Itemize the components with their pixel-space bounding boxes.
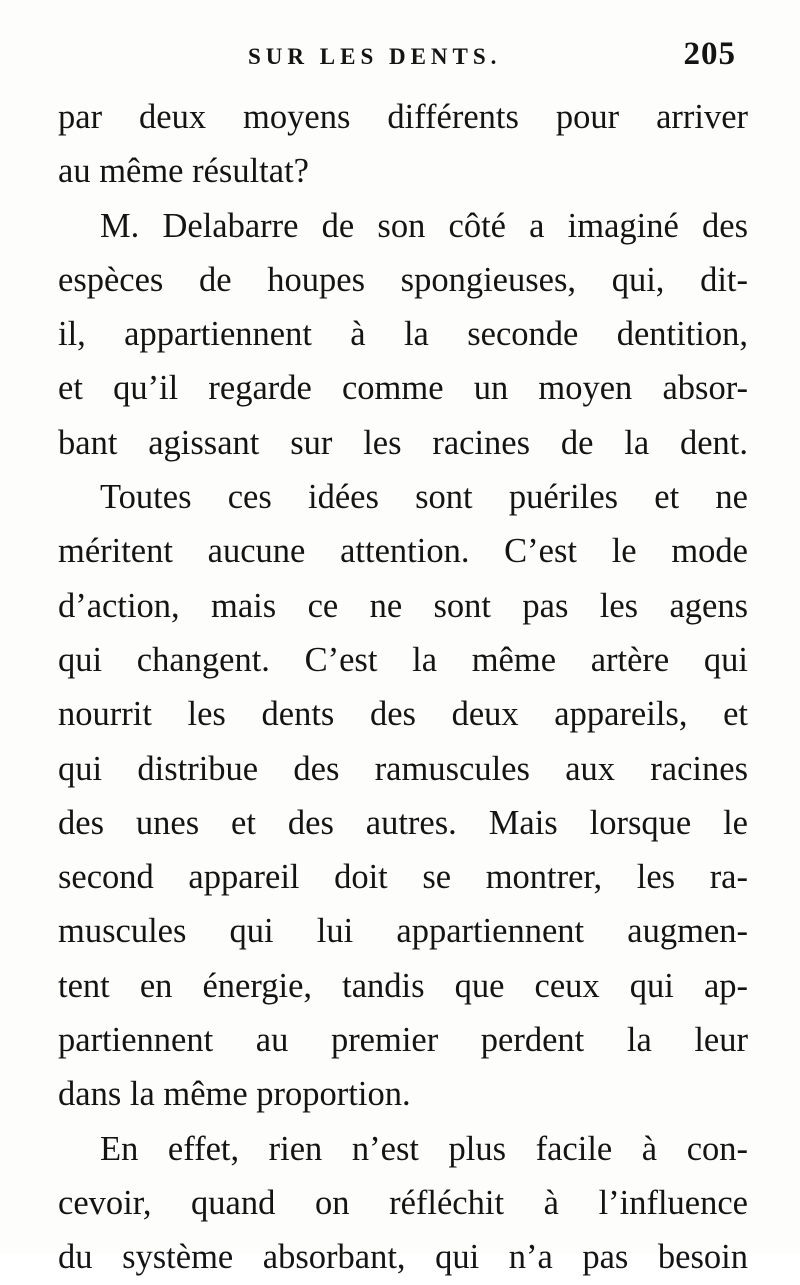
text-line: M. Delabarre de son côté a imaginé des	[100, 206, 748, 245]
running-head	[58, 36, 748, 80]
text-line: qui changent. C’est la même artère qui	[58, 640, 748, 679]
text-line: En effet, rien n’est plus facile à con-	[100, 1129, 748, 1168]
paragraph-3	[58, 470, 748, 1122]
paragraph-2	[58, 199, 748, 470]
text-line: méritent aucune attention. C’est le mode	[58, 532, 748, 571]
text-line: espèces de houpes spongieuses, qui, dit-	[58, 260, 748, 299]
page-number: 205	[683, 36, 736, 72]
text-line: par deux moyens différents pour arriver	[58, 98, 748, 136]
text-line: bant agissant sur les racines de la dent.	[58, 423, 748, 462]
text-line: il, appartiennent à la seconde dentition,	[58, 315, 748, 354]
paragraph-4	[58, 1122, 748, 1285]
text-line: du système absorbant, qui n’a pas besoin	[58, 1238, 748, 1277]
text-line: second appareil doit se montrer, les ra-	[58, 858, 748, 897]
text-line: muscules qui lui appartiennent augmen-	[58, 912, 748, 951]
text-line: des unes et des autres. Mais lorsque le	[58, 803, 748, 842]
paragraph-1	[58, 90, 748, 199]
text-line: cevoir, quand on réfléchit à l’influence	[58, 1183, 748, 1222]
text-line: qui distribue des ramuscules aux racines	[58, 749, 748, 788]
text-line: Toutes ces idées sont puériles et ne	[100, 478, 748, 517]
text-line: partiennent au premier perdent la leur	[58, 1021, 748, 1060]
body-text	[58, 90, 748, 1285]
text-line: d’action, mais ce ne sont pas les agens	[58, 586, 748, 625]
text-line: au même résultat?	[58, 152, 309, 191]
running-head-title: SUR LES DENTS.	[248, 44, 502, 69]
text-line: et qu’il regarde comme un moyen absor-	[58, 369, 748, 408]
text-line: dans la même proportion.	[58, 1075, 411, 1114]
text-line: tent en énergie, tandis que ceux qui ap-	[58, 966, 748, 1005]
text-line: nourrit les dents des deux appareils, et	[58, 695, 748, 734]
